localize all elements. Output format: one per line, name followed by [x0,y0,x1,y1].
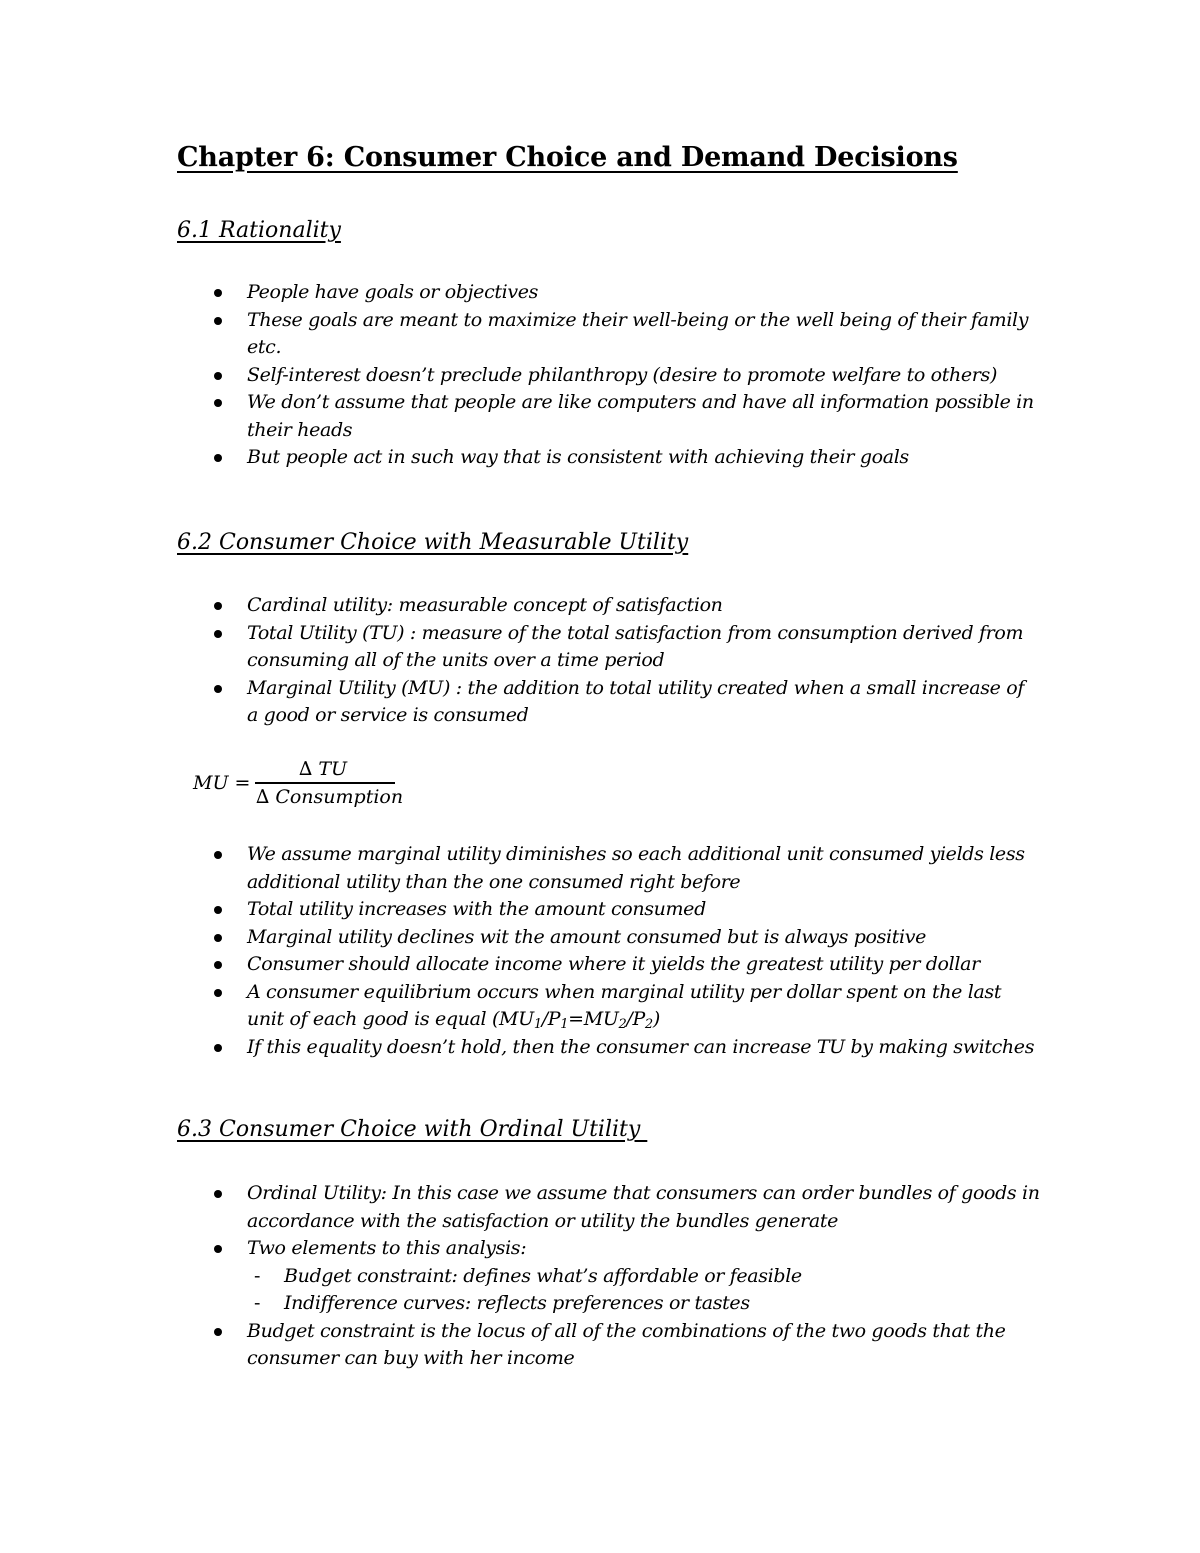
measurable-utility-bullet-list [210,592,1040,730]
bullet-icon [214,1044,222,1052]
list-item: A consumer equilibrium occurs when marginal utility per dollar spent on the last unit of each good is equal $(MU_1/P_1=MU_2/P_2)$ [210,979,1040,1034]
list-item: Budget constraint is the locus of all of the combinations of the two goods that the consumer can buy with her income [210,1318,1040,1373]
formula-lhs: MU = [193,772,251,794]
bullet-icon [214,934,222,942]
section-heading-measurable-utility: 6.2 Consumer Choice with Measurable Utility [177,530,689,555]
section-heading-rationality: 6.1 Rationality [177,218,341,243]
bullet-icon [214,989,222,997]
list-item: People have goals or objectives [210,279,1040,307]
bullet-icon [214,454,222,462]
page-title: Chapter 6: Consumer Choice and Demand Decisions [177,142,958,173]
list-item: Total Utility (TU) : measure of the total satisfaction from consumption derived from consuming all of the units over a time period [210,620,1040,675]
list-item: We don’t assume that people are like computers and have all information possible in their heads [210,389,1040,444]
list-item: - Budget constraint: defines what’s affordable or feasible [247,1263,1040,1291]
list-item: - Indifference curves: reflects preferences or tastes [247,1290,1040,1318]
delta-icon: ∆ [256,786,270,808]
list-item: Two elements to this analysis: - Budget constraint: defines what’s affordable or feasible - Indifference curves: reflects preferences or tastes [210,1235,1040,1318]
fraction-bar [255,782,395,784]
dash-icon: - [254,1264,261,1287]
bullet-icon [214,685,222,693]
list-item: Marginal Utility (MU) : the addition to total utility created when a small increase of a good or service is consumed [210,675,1040,730]
section-heading-ordinal-utility: 6.3 Consumer Choice with Ordinal Utility [177,1117,648,1142]
bullet-icon [214,399,222,407]
formula-numerator: ∆ TU [299,758,348,780]
bullet-icon [214,317,222,325]
list-item: These goals are meant to maximize their well-being or the well being of their family etc. [210,307,1040,362]
delta-icon: ∆ [299,758,313,780]
list-item: But people act in such way that is consistent with achieving their goals [210,444,1040,472]
bullet-icon [214,602,222,610]
bullet-icon [214,1245,222,1253]
bullet-icon [214,289,222,297]
list-item: We assume marginal utility diminishes so each additional unit consumed yields less additional utility than the one consumed right before [210,841,1040,896]
bullet-icon [214,1328,222,1336]
ordinal-utility-bullet-list [210,1180,1040,1373]
marginal-utility-formula [193,758,423,818]
bullet-icon [214,372,222,380]
dash-icon: - [254,1292,261,1314]
bullet-icon [214,1190,222,1198]
bullet-icon [214,961,222,969]
list-item: Ordinal Utility: In this case we assume that consumers can order bundles of goods in accordance with the satisfaction or utility the bundles generate [210,1180,1040,1235]
formula-denominator: ∆ Consumption [256,786,404,808]
bullet-icon [214,851,222,859]
utility-properties-bullet-list [210,841,1040,1061]
bullet-icon [214,630,222,638]
analysis-elements-sublist [247,1263,1040,1318]
list-item: If this equality doesn’t hold, then the consumer can increase TU by making switches [210,1034,1040,1062]
list-item: Marginal utility declines wit the amount consumed but is always positive [210,924,1040,952]
bullet-icon [214,906,222,914]
list-item: Total utility increases with the amount consumed [210,896,1040,924]
rationality-bullet-list [210,279,1040,472]
list-item: Cardinal utility: measurable concept of satisfaction [210,592,1040,620]
list-item: Self-interest doesn’t preclude philanthropy (desire to promote welfare to others) [210,362,1040,390]
list-item: Consumer should allocate income where it yields the greatest utility per dollar [210,951,1040,979]
